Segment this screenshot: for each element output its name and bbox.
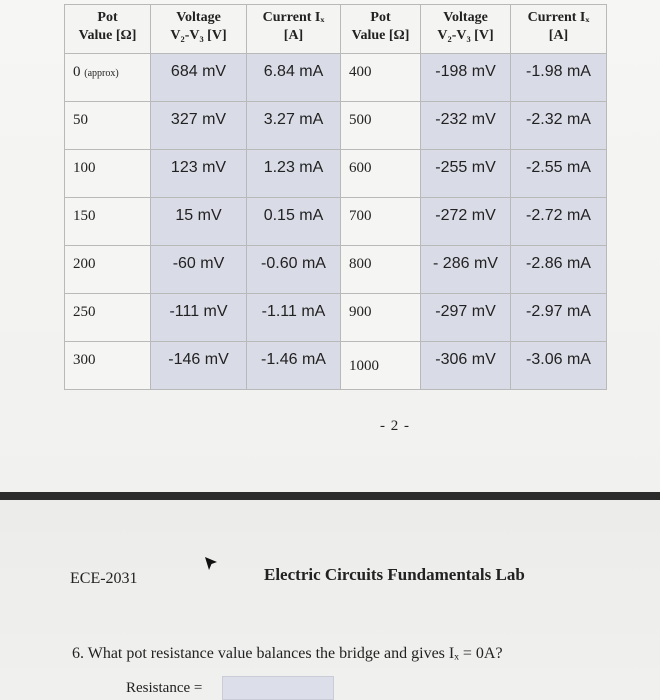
- page-lower: [0, 500, 660, 700]
- pot-cell: 250: [65, 294, 151, 342]
- pot-cell: 300: [65, 342, 151, 390]
- current2-cell: -3.06 mA: [511, 342, 607, 390]
- table-row: [65, 246, 607, 294]
- pot-cell: 50: [65, 102, 151, 150]
- pot2-cell: 1000: [341, 342, 421, 390]
- voltage2-cell: -255 mV: [421, 150, 511, 198]
- page-number: - 2 -: [380, 418, 410, 434]
- current-cell: 3.27 mA: [247, 102, 341, 150]
- table-row: [65, 150, 607, 198]
- current2-cell: -2.32 mA: [511, 102, 607, 150]
- current2-cell: -2.55 mA: [511, 150, 607, 198]
- table-row: [65, 102, 607, 150]
- pot2-cell: 400: [341, 54, 421, 102]
- header-voltage-2: Voltage V₂-V₃ [V]: [421, 5, 511, 54]
- lab-title: Electric Circuits Fundamentals Lab: [264, 565, 525, 584]
- header-pot-value-2: Pot Value [Ω]: [341, 5, 421, 54]
- pot2-cell: 600: [341, 150, 421, 198]
- cursor-arrow-icon: [204, 556, 218, 572]
- pot-cell: 0 (approx): [65, 54, 151, 102]
- resistance-label: Resistance =: [126, 680, 203, 696]
- current2-cell: -2.72 mA: [511, 198, 607, 246]
- pot-cell: 200: [65, 246, 151, 294]
- pot2-cell: 900: [341, 294, 421, 342]
- voltage-cell: 327 mV: [151, 102, 247, 150]
- current-cell: -1.46 mA: [247, 342, 341, 390]
- header-current-2: Current Iₓ [A]: [511, 5, 607, 54]
- current-cell: 0.15 mA: [247, 198, 341, 246]
- table-row: [65, 342, 607, 390]
- pot2-cell: 700: [341, 198, 421, 246]
- resistance-answer-field[interactable]: [222, 676, 334, 700]
- voltage2-cell: -272 mV: [421, 198, 511, 246]
- header-pot-value: Pot Value [Ω]: [65, 5, 151, 54]
- current-cell: -0.60 mA: [247, 246, 341, 294]
- question-text: 6. What pot resistance value balances the bridge and gives Iₓ = 0A?: [72, 645, 503, 662]
- current-cell: 1.23 mA: [247, 150, 341, 198]
- current2-cell: -2.97 mA: [511, 294, 607, 342]
- voltage-cell: -60 mV: [151, 246, 247, 294]
- voltage-cell: -111 mV: [151, 294, 247, 342]
- voltage-cell: 684 mV: [151, 54, 247, 102]
- course-code: ECE-2031: [70, 570, 138, 587]
- current2-cell: -1.98 mA: [511, 54, 607, 102]
- voltage2-cell: - 286 mV: [421, 246, 511, 294]
- voltage2-cell: -232 mV: [421, 102, 511, 150]
- voltage2-cell: -306 mV: [421, 342, 511, 390]
- header-row: [65, 5, 607, 54]
- header-current: Current Iₓ [A]: [247, 5, 341, 54]
- voltage-cell: 123 mV: [151, 150, 247, 198]
- pot2-cell: 800: [341, 246, 421, 294]
- header-voltage: Voltage V₂-V₃ [V]: [151, 5, 247, 54]
- table-row: [65, 54, 607, 102]
- voltage-cell: 15 mV: [151, 198, 247, 246]
- current-cell: 6.84 mA: [247, 54, 341, 102]
- measurement-table: [64, 4, 607, 390]
- pot-cell: 150: [65, 198, 151, 246]
- voltage-cell: -146 mV: [151, 342, 247, 390]
- voltage2-cell: -297 mV: [421, 294, 511, 342]
- current2-cell: -2.86 mA: [511, 246, 607, 294]
- pot2-cell: 500: [341, 102, 421, 150]
- current-cell: -1.11 mA: [247, 294, 341, 342]
- page-divider: [0, 492, 660, 500]
- table-row: [65, 294, 607, 342]
- voltage2-cell: -198 mV: [421, 54, 511, 102]
- pot-cell: 100: [65, 150, 151, 198]
- table-row: [65, 198, 607, 246]
